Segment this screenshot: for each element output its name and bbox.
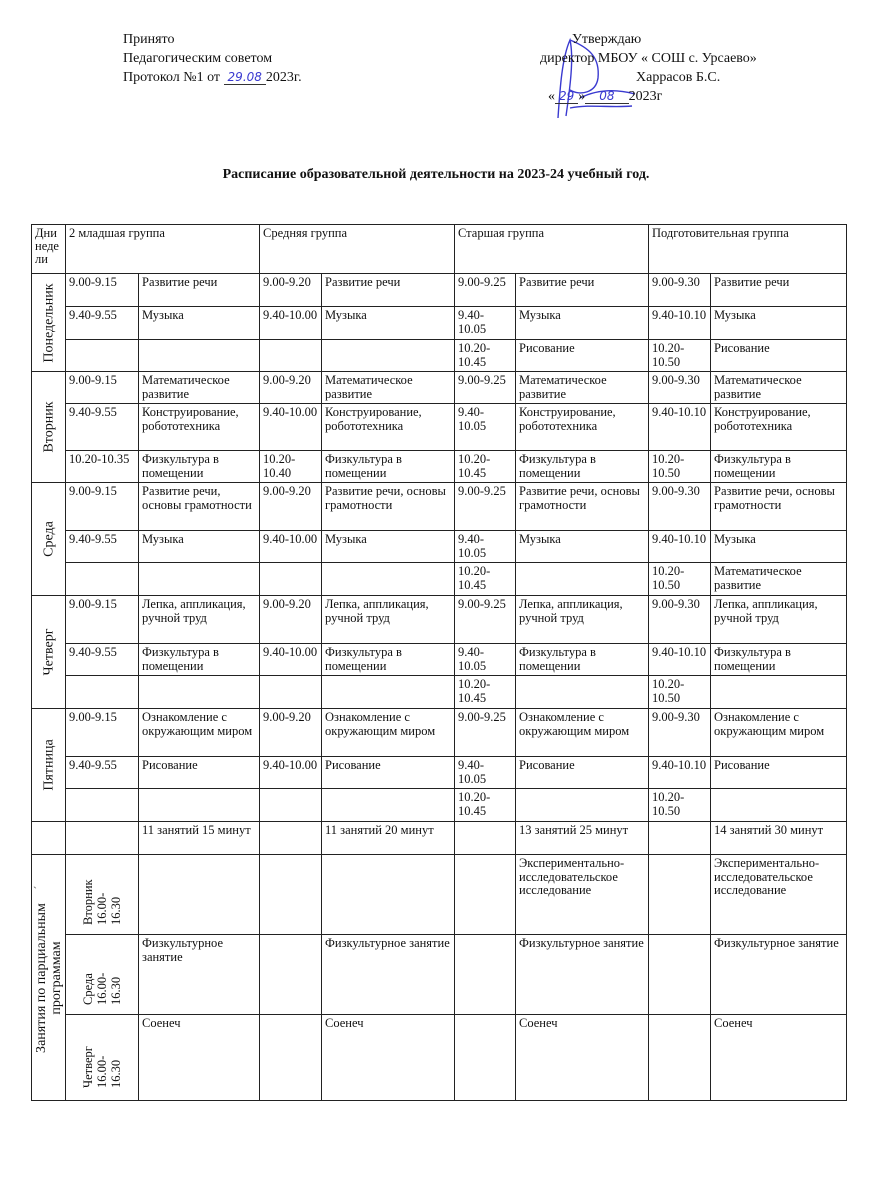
empty-cell bbox=[455, 935, 516, 1015]
activity-cell: Физкультура в помещении bbox=[711, 451, 847, 483]
table-row bbox=[32, 531, 847, 563]
time-cell: 9.40-10.00 bbox=[260, 404, 322, 451]
approval-right bbox=[540, 30, 840, 106]
totals-row bbox=[32, 822, 847, 855]
time-cell: 9.00-9.15 bbox=[66, 372, 139, 404]
time-cell: 9.40-10.10 bbox=[649, 404, 711, 451]
partial-label: Занятия по парциальным программам bbox=[33, 902, 64, 1053]
activity-cell: Развитие речи, основы грамотности bbox=[516, 483, 649, 531]
time-cell: 9.00-9.15 bbox=[66, 709, 139, 757]
time-cell: 9.40-9.55 bbox=[66, 757, 139, 789]
time-cell: 9.00-9.30 bbox=[649, 372, 711, 404]
activity-cell: Ознакомление с окружающим миром bbox=[322, 709, 455, 757]
time-cell: 9.00-9.30 bbox=[649, 596, 711, 644]
activity-cell: Музыка bbox=[516, 307, 649, 340]
time-cell: 9.40-10.10 bbox=[649, 531, 711, 563]
partial-row bbox=[32, 935, 847, 1015]
activity-cell: Лепка, аппликация, ручной труд bbox=[711, 596, 847, 644]
day-name: Пятница bbox=[40, 739, 56, 791]
table-row bbox=[32, 709, 847, 757]
time-cell: 9.40-10.05 bbox=[455, 757, 516, 789]
empty-cell bbox=[260, 1015, 322, 1101]
empty-cell bbox=[260, 822, 322, 855]
time-cell: 9.00-9.25 bbox=[455, 596, 516, 644]
time-cell: 9.00-9.15 bbox=[66, 596, 139, 644]
activity-cell: Математическое развитие bbox=[516, 372, 649, 404]
time-cell: 9.00-9.20 bbox=[260, 483, 322, 531]
empty-cell bbox=[32, 822, 66, 855]
partial-activity-cell: Соенеч bbox=[139, 1015, 260, 1101]
time-cell: 9.40-9.55 bbox=[66, 644, 139, 676]
empty-cell bbox=[649, 822, 711, 855]
empty-cell bbox=[455, 1015, 516, 1101]
activity-cell: Музыка bbox=[516, 531, 649, 563]
activity-cell: Конструирование, робототехника bbox=[322, 404, 455, 451]
table-row bbox=[32, 372, 847, 404]
protocol-date: 29.08 bbox=[224, 70, 266, 85]
time-cell: 9.40-10.00 bbox=[260, 757, 322, 789]
council-label: Педагогическим советом bbox=[123, 51, 273, 66]
empty-cell bbox=[260, 935, 322, 1015]
empty-cell bbox=[66, 822, 139, 855]
activity-cell: Рисование bbox=[711, 340, 847, 372]
time-cell: 9.00-9.20 bbox=[260, 372, 322, 404]
time-cell: 9.00-9.15 bbox=[66, 274, 139, 307]
time-cell: 10.20-10.50 bbox=[649, 340, 711, 372]
activity-cell: Музыка bbox=[322, 531, 455, 563]
partial-activity-cell: Экспериментально-исследовательское исследование bbox=[711, 855, 847, 935]
activity-cell: Музыка bbox=[139, 307, 260, 340]
director-title: директор МБОУ « СОШ с. Урсаево» bbox=[540, 51, 757, 66]
table-row bbox=[32, 789, 847, 822]
table-row bbox=[32, 404, 847, 451]
time-cell: 9.40-10.00 bbox=[260, 307, 322, 340]
partial-activity-cell bbox=[139, 855, 260, 935]
partial-activity-cell: Физкультурное занятие bbox=[139, 935, 260, 1015]
header-row bbox=[32, 225, 847, 274]
time-cell: 9.00-9.25 bbox=[455, 709, 516, 757]
accepted-label: Принято bbox=[123, 32, 175, 47]
time-cell: 9.40-9.55 bbox=[66, 404, 139, 451]
time-cell: 9.00-9.30 bbox=[649, 274, 711, 307]
activity-cell: Математическое развитие bbox=[711, 563, 847, 596]
partial-day-cell bbox=[66, 1015, 139, 1101]
activity-cell: Развитие речи bbox=[711, 274, 847, 307]
table-row bbox=[32, 274, 847, 307]
time-cell: 9.00-9.15 bbox=[66, 483, 139, 531]
activity-cell: Развитие речи bbox=[139, 274, 260, 307]
activity-cell: Физкультура в помещении bbox=[139, 451, 260, 483]
protocol-line: Протокол №1 от 29.08 2023г. bbox=[123, 70, 302, 85]
time-cell: 10.20-10.50 bbox=[649, 676, 711, 709]
time-cell: 9.00-9.20 bbox=[260, 596, 322, 644]
activity-cell: Физкультура в помещении bbox=[322, 644, 455, 676]
activity-cell bbox=[139, 789, 260, 822]
group-header: Старшая группа bbox=[455, 225, 649, 274]
activity-cell bbox=[711, 789, 847, 822]
activity-cell: Математическое развитие bbox=[322, 372, 455, 404]
scan-mark: ` bbox=[33, 884, 37, 898]
partial-activity-cell: Экспериментально-исследовательское исследование bbox=[516, 855, 649, 935]
activity-cell: Рисование bbox=[516, 757, 649, 789]
activity-cell: Ознакомление с окружающим миром bbox=[711, 709, 847, 757]
time-cell: 10.20-10.45 bbox=[455, 340, 516, 372]
activity-cell bbox=[322, 789, 455, 822]
approval-left bbox=[123, 30, 302, 87]
activity-cell: Рисование bbox=[322, 757, 455, 789]
time-cell bbox=[66, 676, 139, 709]
partial-day-cell bbox=[66, 855, 139, 935]
activity-cell bbox=[516, 789, 649, 822]
table-row bbox=[32, 676, 847, 709]
partial-activity-cell: Физкультурное занятие bbox=[322, 935, 455, 1015]
activity-cell: Развитие речи bbox=[322, 274, 455, 307]
time-cell: 9.40-10.05 bbox=[455, 404, 516, 451]
time-cell: 10.20-10.35 bbox=[66, 451, 139, 483]
empty-cell bbox=[260, 855, 322, 935]
time-cell: 10.20-10.45 bbox=[455, 563, 516, 596]
partial-activity-cell: Физкультурное занятие bbox=[516, 935, 649, 1015]
time-cell bbox=[260, 563, 322, 596]
day-name: Среда bbox=[40, 521, 56, 557]
table-row bbox=[32, 757, 847, 789]
activity-cell: Развитие речи, основы грамотности bbox=[322, 483, 455, 531]
total-cell: 11 занятий 15 минут bbox=[139, 822, 260, 855]
partial-activity-cell: Соенеч bbox=[516, 1015, 649, 1101]
total-cell: 13 занятий 25 минут bbox=[516, 822, 649, 855]
table-row bbox=[32, 596, 847, 644]
empty-cell bbox=[455, 822, 516, 855]
activity-cell bbox=[139, 676, 260, 709]
activity-cell: Математическое развитие bbox=[139, 372, 260, 404]
time-cell: 10.20-10.45 bbox=[455, 451, 516, 483]
schedule-table bbox=[31, 224, 847, 1101]
activity-cell: Математическое развитие bbox=[711, 372, 847, 404]
activity-cell: Рисование bbox=[711, 757, 847, 789]
activity-cell: Конструирование, робототехника bbox=[516, 404, 649, 451]
partial-day: Среда 16.00-16.30 bbox=[81, 972, 123, 1005]
activity-cell bbox=[322, 340, 455, 372]
activity-cell: Развитие речи bbox=[516, 274, 649, 307]
time-cell: 9.40-9.55 bbox=[66, 307, 139, 340]
activity-cell: Рисование bbox=[516, 340, 649, 372]
activity-cell: Физкультура в помещении bbox=[516, 644, 649, 676]
time-cell: 9.40-10.00 bbox=[260, 531, 322, 563]
total-cell: 11 занятий 20 минут bbox=[322, 822, 455, 855]
empty-cell bbox=[649, 1015, 711, 1101]
time-cell: 10.20-10.50 bbox=[649, 789, 711, 822]
total-cell: 14 занятий 30 минут bbox=[711, 822, 847, 855]
partial-row bbox=[32, 855, 847, 935]
day-cell bbox=[32, 483, 66, 596]
group-header: 2 младшая группа bbox=[66, 225, 260, 274]
partial-activity-cell: Соенеч bbox=[711, 1015, 847, 1101]
activity-cell: Музыка bbox=[322, 307, 455, 340]
day-cell bbox=[32, 596, 66, 709]
activity-cell: Развитие речи, основы грамотности bbox=[139, 483, 260, 531]
group-header: Средняя группа bbox=[260, 225, 455, 274]
time-cell bbox=[260, 676, 322, 709]
activity-cell bbox=[516, 676, 649, 709]
activity-cell: Физкультура в помещении bbox=[139, 644, 260, 676]
table-row bbox=[32, 644, 847, 676]
partial-activity-cell bbox=[322, 855, 455, 935]
activity-cell: Музыка bbox=[139, 531, 260, 563]
activity-cell: Развитие речи, основы грамотности bbox=[711, 483, 847, 531]
partial-row bbox=[32, 1015, 847, 1101]
table-row bbox=[32, 483, 847, 531]
activity-cell: Лепка, аппликация, ручной труд bbox=[516, 596, 649, 644]
activity-cell bbox=[711, 676, 847, 709]
activity-cell bbox=[516, 563, 649, 596]
time-cell bbox=[260, 789, 322, 822]
time-cell: 9.40-10.10 bbox=[649, 757, 711, 789]
time-cell: 9.00-9.25 bbox=[455, 483, 516, 531]
time-cell: 10.20-10.45 bbox=[455, 789, 516, 822]
time-cell: 9.00-9.25 bbox=[455, 274, 516, 307]
activity-cell: Физкультура в помещении bbox=[516, 451, 649, 483]
director-name: Харрасов Б.С. bbox=[636, 70, 721, 85]
corner-header: Дни недели bbox=[32, 225, 66, 274]
partial-day-cell bbox=[66, 935, 139, 1015]
activity-cell: Конструирование, робототехника bbox=[139, 404, 260, 451]
page-title: Расписание образовательной деятельности на 2023-24 учебный год. bbox=[222, 167, 650, 182]
partial-activity-cell: Соенеч bbox=[322, 1015, 455, 1101]
day-name: Понедельник bbox=[40, 282, 56, 363]
partial-day: Вторник 16.00-16.30 bbox=[81, 878, 123, 925]
table-row bbox=[32, 563, 847, 596]
day-name: Четверг bbox=[40, 628, 56, 676]
time-cell bbox=[66, 340, 139, 372]
empty-cell bbox=[455, 855, 516, 935]
time-cell: 10.20-10.40 bbox=[260, 451, 322, 483]
activity-cell bbox=[139, 563, 260, 596]
time-cell: 9.40-10.10 bbox=[649, 644, 711, 676]
empty-cell bbox=[649, 855, 711, 935]
activity-cell: Музыка bbox=[711, 307, 847, 340]
time-cell: 9.00-9.20 bbox=[260, 709, 322, 757]
time-cell: 9.40-10.05 bbox=[455, 644, 516, 676]
activity-cell: Физкультура в помещении bbox=[711, 644, 847, 676]
table-row bbox=[32, 340, 847, 372]
time-cell: 9.00-9.20 bbox=[260, 274, 322, 307]
day-name: Вторник bbox=[40, 401, 56, 453]
time-cell: 9.40-10.05 bbox=[455, 531, 516, 563]
time-cell bbox=[66, 789, 139, 822]
partial-activity-cell: Физкультурное занятие bbox=[711, 935, 847, 1015]
activity-cell bbox=[139, 340, 260, 372]
time-cell: 9.00-9.30 bbox=[649, 709, 711, 757]
activity-cell: Музыка bbox=[711, 531, 847, 563]
activity-cell: Конструирование, робототехника bbox=[711, 404, 847, 451]
time-cell: 9.40-10.05 bbox=[455, 307, 516, 340]
time-cell: 10.20-10.50 bbox=[649, 563, 711, 596]
time-cell bbox=[260, 340, 322, 372]
activity-cell bbox=[322, 563, 455, 596]
empty-cell bbox=[649, 935, 711, 1015]
activity-cell bbox=[322, 676, 455, 709]
group-header: Подготовительная группа bbox=[649, 225, 847, 274]
time-cell: 9.40-9.55 bbox=[66, 531, 139, 563]
activity-cell: Рисование bbox=[139, 757, 260, 789]
table-row bbox=[32, 451, 847, 483]
activity-cell: Лепка, аппликация, ручной труд bbox=[139, 596, 260, 644]
day-cell bbox=[32, 372, 66, 483]
time-cell: 9.40-10.10 bbox=[649, 307, 711, 340]
approve-date: « 29 » 08 2023г bbox=[548, 89, 663, 104]
day-cell bbox=[32, 274, 66, 372]
time-cell: 9.00-9.25 bbox=[455, 372, 516, 404]
activity-cell: Лепка, аппликация, ручной труд bbox=[322, 596, 455, 644]
activity-cell: Ознакомление с окружающим миром bbox=[139, 709, 260, 757]
activity-cell: Физкультура в помещении bbox=[322, 451, 455, 483]
day-cell bbox=[32, 709, 66, 822]
time-cell: 9.40-10.00 bbox=[260, 644, 322, 676]
time-cell: 10.20-10.50 bbox=[649, 451, 711, 483]
partial-day: Четверг 16.00-16.30 bbox=[81, 1045, 123, 1088]
approve-label: Утверждаю bbox=[572, 32, 642, 47]
activity-cell: Ознакомление с окружающим миром bbox=[516, 709, 649, 757]
table-row bbox=[32, 307, 847, 340]
time-cell: 10.20-10.45 bbox=[455, 676, 516, 709]
time-cell bbox=[66, 563, 139, 596]
time-cell: 9.00-9.30 bbox=[649, 483, 711, 531]
